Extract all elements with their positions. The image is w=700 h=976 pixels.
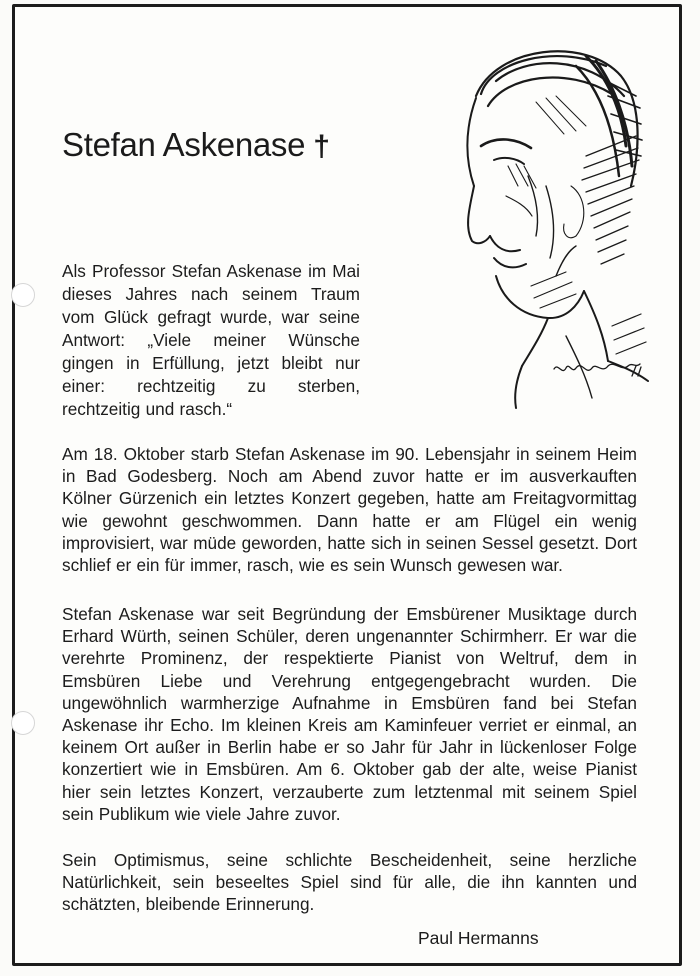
paragraph-emsbueren: Stefan Askenase war seit Begründung der Emsbürener Musiktage durch Erhard Würth, seinen Schüler, deren ungenannter Schirmherr. Er war die verehrte Prominenz, der respektierte Pianist von Weltruf, dem in Emsbüren Liebe und Verehrung entgegengebracht wurden. Die ungewöhnlich warmherzige Aufnahme in Emsbüren fand bei Stefan Askenase ihr Echo. Im kleinen Kreis am Kaminfeuer verriet er einmal, an keinem Ort außer in Berlin habe er so Jahr für Jahr in lückenloser Folge konzertiert wie in Emsbüren. Am 6. Oktober gab der alte, weise Pianist hier sein letztes Konzert, verzauberte zum letztenmal mit seinem Spiel sein Publikum wie viele Jahre zuvor. bbox=[62, 604, 637, 824]
dagger-symbol: † bbox=[313, 130, 330, 163]
portrait-hair bbox=[476, 51, 642, 186]
portrait-drawing bbox=[436, 36, 651, 411]
punch-hole-top bbox=[11, 283, 35, 307]
portrait-face bbox=[467, 98, 584, 318]
portrait-shoulders bbox=[515, 291, 648, 408]
page-title bbox=[62, 126, 330, 164]
punch-hole-bottom bbox=[11, 711, 35, 735]
author-signature: Paul Hermanns bbox=[418, 928, 539, 948]
title-text: Stefan Askenase bbox=[62, 126, 306, 163]
paragraph-closing: Sein Optimismus, seine schlichte Bescheidenheit, seine herzliche Natürlichkeit, sein beseeltes Spiel sind für alle, die ihn kannten und schätzten, bleibende Erinnerung. bbox=[62, 850, 637, 915]
quote-paragraph: Als Professor Stefan Askenase im Mai dieses Jahres nach seinem Traum vom Glück gefragt wurde, war seine Antwort: „Viele meiner Wünsche gingen in Erfüllung, jetzt bleibt nur einer: rechtzeitig zu sterben, rechtzeitig und rasch.“ bbox=[62, 261, 360, 419]
paragraph-death-notice: Am 18. Oktober starb Stefan Askenase im 90. Lebensjahr in seinem Heim in Bad Godesberg. Noch am Abend zuvor hatte er im ausverkauften Kölner Gürzenich ein letztes Konzert gegeben, hatte am Freitagvormittag wie gewohnt geschwommen. Dann hatte er am Flügel ein wenig improvisiert, war müde geworden, hatte sich in seinen Sessel gesetzt. Dort schlief er ein für immer, rasch, wie es sein Wunsch gewesen war. bbox=[62, 444, 637, 576]
